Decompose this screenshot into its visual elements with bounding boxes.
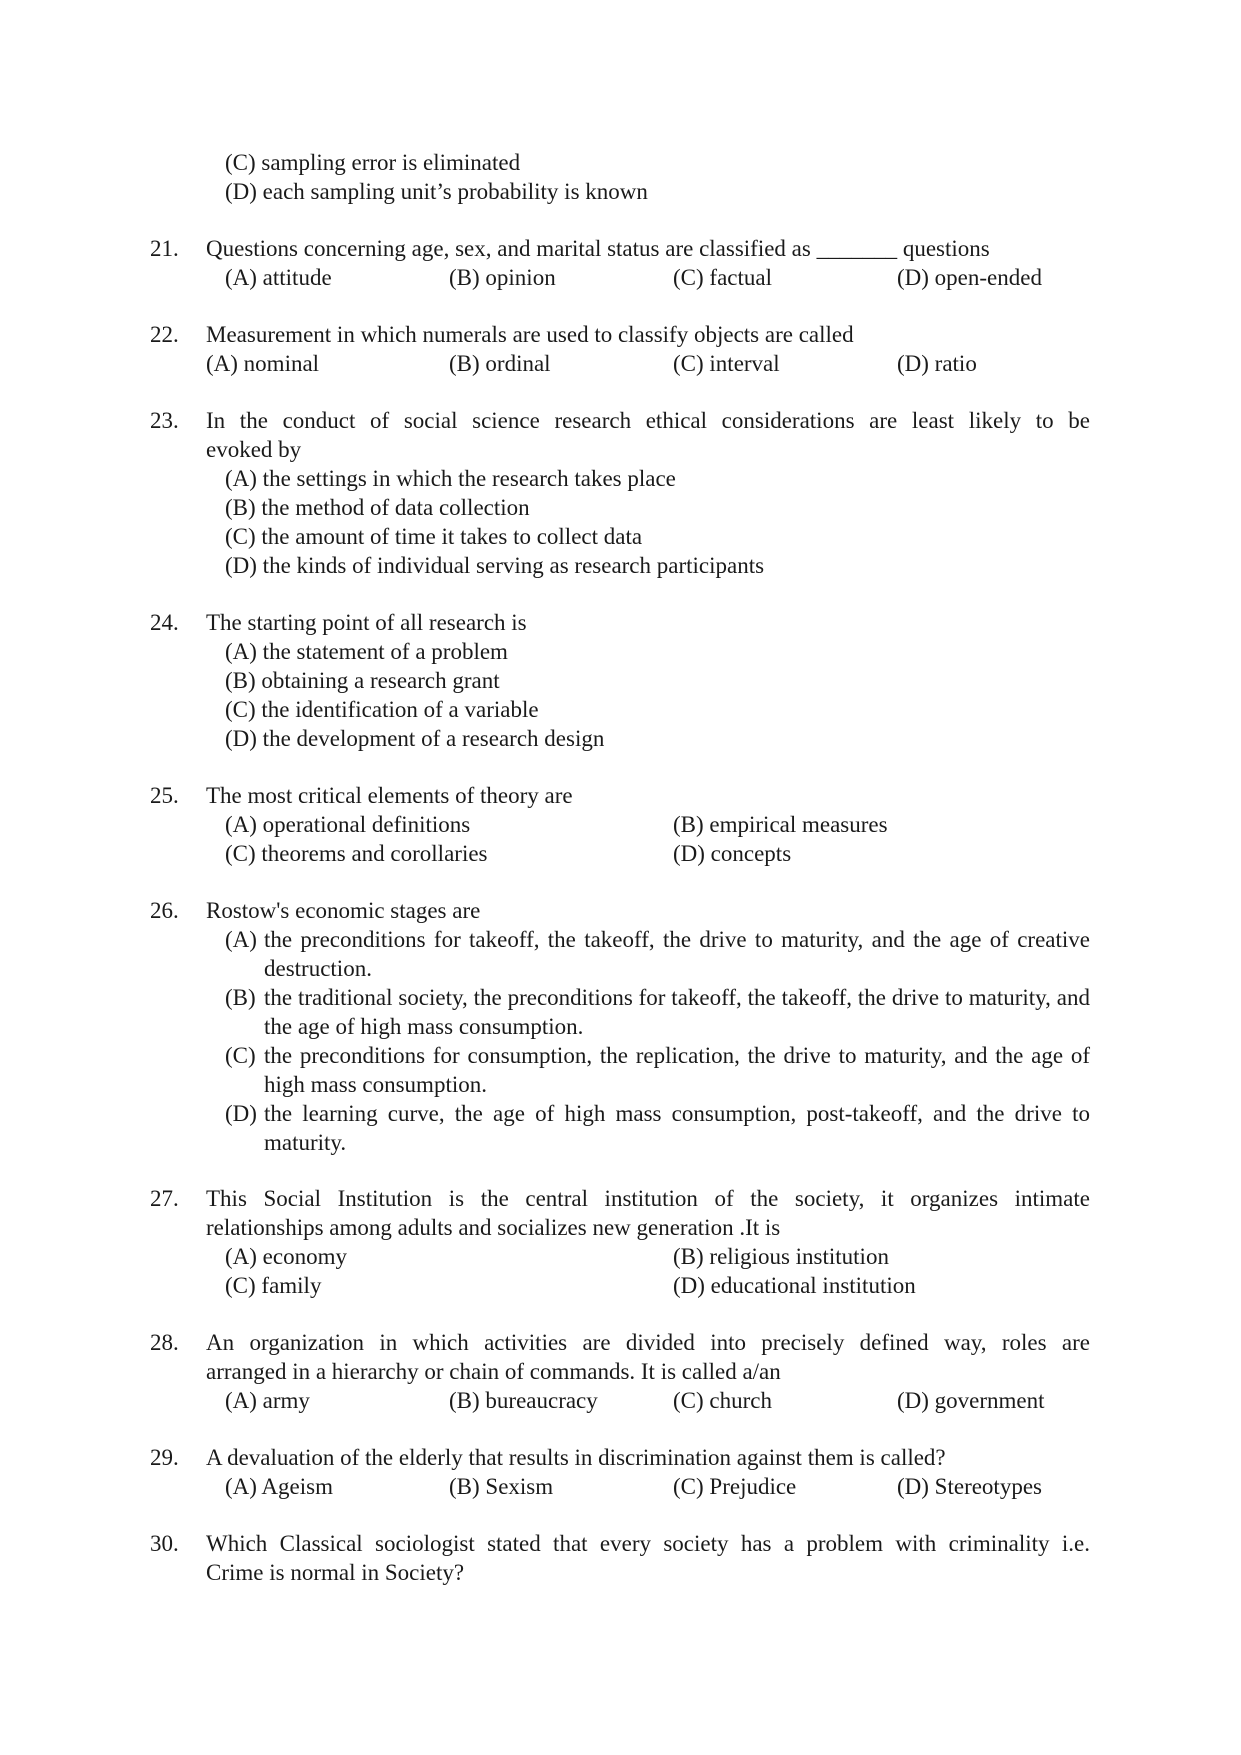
option-a: (A) Ageism xyxy=(225,1474,333,1499)
question-text: An organization in which activities are divided into precisely defined way, roles are xyxy=(206,1330,1090,1355)
option-label: (C) xyxy=(225,1043,256,1068)
option-a: (A) operational definitions xyxy=(225,812,471,837)
option-c: (C) the amount of time it takes to collect data xyxy=(225,524,643,549)
question-text-continued: relationships among adults and socializes new generation .It is xyxy=(206,1215,781,1240)
option-d: (D) open-ended xyxy=(897,265,1042,290)
question-text: Which Classical sociologist stated that every society has a problem with criminality i.e. xyxy=(206,1531,1090,1556)
option-d: (D) ratio xyxy=(897,351,977,376)
option-b: (B) empirical measures xyxy=(673,812,888,837)
option-text: the preconditions for consumption, the replication, the drive to maturity, and the age of high mass consumption. xyxy=(264,1043,1090,1097)
option-a: (A) the statement of a problem xyxy=(225,639,508,664)
option-a: (A) economy xyxy=(225,1244,347,1269)
question-number: 27. xyxy=(150,1186,179,1211)
option-c: (C) the identification of a variable xyxy=(225,697,539,722)
option-c: (C) family xyxy=(225,1273,322,1298)
question-number: 30. xyxy=(150,1531,179,1556)
option-a: (A) attitude xyxy=(225,265,332,290)
option-b: (B) bureaucracy xyxy=(449,1388,598,1413)
question-text: Rostow's economic stages are xyxy=(206,898,481,923)
option-d: (D) Stereotypes xyxy=(897,1474,1042,1499)
option-d: (D) educational institution xyxy=(673,1273,916,1298)
option-c xyxy=(225,1041,1090,1099)
question-number: 21. xyxy=(150,236,179,261)
question-text: This Social Institution is the central institution of the society, it organizes intimate xyxy=(206,1186,1090,1211)
option-b: (B) opinion xyxy=(449,265,556,290)
question-number: 24. xyxy=(150,610,179,635)
carryover-option-d: (D) each sampling unit’s probability is known xyxy=(225,179,648,204)
question-text: Questions concerning age, sex, and marital status are classified as _______ questions xyxy=(206,236,990,261)
option-label: (B) xyxy=(225,985,256,1010)
option-d: (D) the kinds of individual serving as research participants xyxy=(225,553,765,578)
option-text: the preconditions for takeoff, the takeoff, the drive to maturity, and the age of creative destruction. xyxy=(264,927,1090,981)
option-b: (B) obtaining a research grant xyxy=(225,668,500,693)
question-text: A devaluation of the elderly that results in discrimination against them is called? xyxy=(206,1445,946,1470)
option-b: (B) religious institution xyxy=(673,1244,889,1269)
question-text-continued: arranged in a hierarchy or chain of commands. It is called a/an xyxy=(206,1359,781,1384)
option-d: (D) the development of a research design xyxy=(225,726,605,751)
option-d xyxy=(225,1099,1090,1157)
question-number: 23. xyxy=(150,408,179,433)
option-c: (C) factual xyxy=(673,265,772,290)
option-c: (C) church xyxy=(673,1388,772,1413)
option-c: (C) Prejudice xyxy=(673,1474,797,1499)
option-label: (A) xyxy=(225,927,257,952)
option-text: the traditional society, the preconditions for takeoff, the takeoff, the drive to maturity, and the age of high mass consumption. xyxy=(264,985,1090,1039)
option-a: (A) nominal xyxy=(206,351,320,376)
option-d: (D) government xyxy=(897,1388,1045,1413)
question-number: 25. xyxy=(150,783,179,808)
question-number: 26. xyxy=(150,898,179,923)
option-label: (D) xyxy=(225,1101,257,1126)
question-number: 29. xyxy=(150,1445,179,1470)
question-text-continued: evoked by xyxy=(206,437,302,462)
option-b: (B) Sexism xyxy=(449,1474,554,1499)
option-d: (D) concepts xyxy=(673,841,792,866)
question-text: The starting point of all research is xyxy=(206,610,527,635)
question-text-continued: Crime is normal in Society? xyxy=(206,1560,465,1585)
option-a: (A) army xyxy=(225,1388,310,1413)
option-c: (C) theorems and corollaries xyxy=(225,841,488,866)
option-b xyxy=(225,983,1090,1041)
question-text: The most critical elements of theory are xyxy=(206,783,573,808)
option-a: (A) the settings in which the research takes place xyxy=(225,466,676,491)
question-number: 22. xyxy=(150,322,179,347)
option-c: (C) interval xyxy=(673,351,780,376)
question-text: Measurement in which numerals are used to classify objects are called xyxy=(206,322,854,347)
option-text: the learning curve, the age of high mass consumption, post-takeoff, and the drive to maturity. xyxy=(264,1101,1090,1155)
option-a xyxy=(225,925,1090,983)
question-number: 28. xyxy=(150,1330,179,1355)
carryover-option-c: (C) sampling error is eliminated xyxy=(225,150,521,175)
option-b: (B) ordinal xyxy=(449,351,551,376)
question-text: In the conduct of social science research ethical considerations are least likely to be xyxy=(206,408,1090,433)
option-b: (B) the method of data collection xyxy=(225,495,530,520)
